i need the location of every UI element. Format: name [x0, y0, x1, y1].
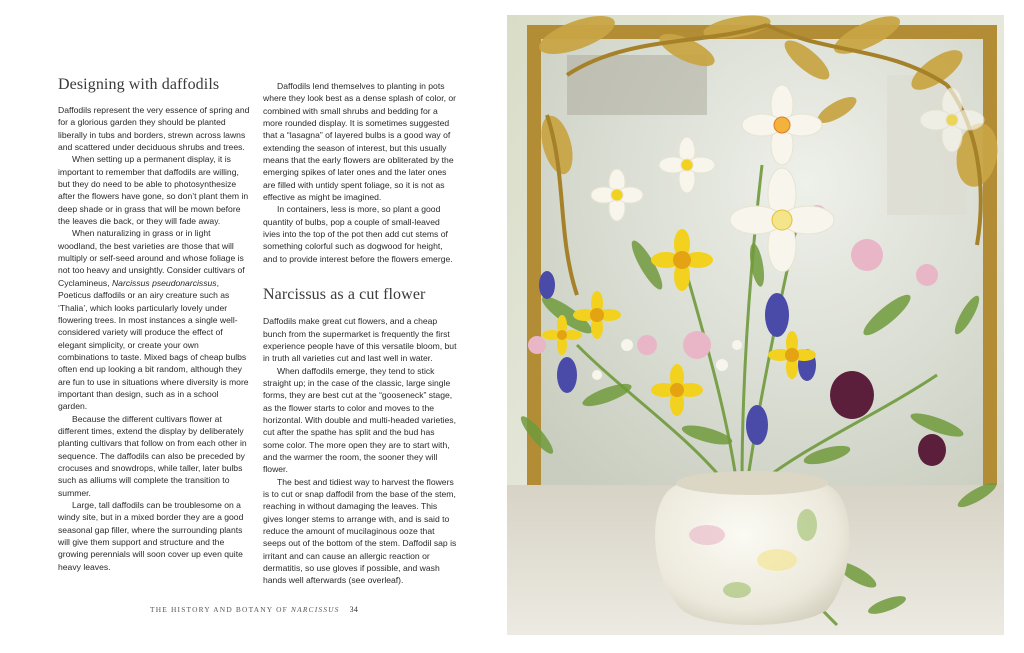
paragraph: The best and tidiest way to harvest the flowers is to cut or snap daffodil from the base of the stem, reaching in without damaging the leaves. This gives longer stems to arrange with, and is said to reduce the amount of mucilaginous ooze that seeps out of the bottom of the stem. Daffodil sap is irritant and can cause an allergic reaction or dermatitis, so use gloves if possible, and wash hands well afterwards (see overleaf).: [263, 476, 457, 586]
paragraph: In containers, less is more, so plant a good quantity of bulbs, pop a couple of small-leaved ivies into the top of the pot then add cut stems of something colorful such as dogwood for height, and to provide interest before the flowers emerge.: [263, 204, 453, 264]
paragraph: Daffodils make great cut flowers, and a cheap bunch from the supermarket is frequently the first experience people have of this versatile bloom, but in truth all varieties cut and last well in water.: [263, 316, 457, 364]
paragraph: Daffodils lend themselves to planting in pots where they look best as a dense splash of color, or combined with small shrubs and bedding for a more rounded display. It is sometimes suggested that a “lasagna” of layered bulbs is a good way of extending the season of interest, but this usually means that the early flowers are obliterated by the emerging spikes of later ones and the later ones are filled with untidy spent foliage, so it is not as effective as might be imagined.: [263, 81, 456, 203]
paragraph: Large, tall daffodils can be troublesome on a windy site, but in a mixed border they are a good seasonal gap filler, where the surrounding plants will give them support and structure and the growing perennials will soon cover up even quite heavy leaves.: [58, 500, 244, 572]
running-footer: [150, 605, 358, 614]
paragraph: [58, 227, 250, 412]
paragraph: Daffodils represent the very essence of spring and for a glorious garden they should be planted liberally in tubs and borders, strewn across lawns and scattered under deciduous shrubs and trees.: [58, 105, 250, 153]
section-heading-designing: Designing with daffodils: [58, 76, 220, 93]
photo-illustration: [507, 15, 1004, 635]
text-column-2: [263, 80, 457, 587]
paragraph-text: When naturalizing in grass or in light woodland, the best varieties are those that will multiply or self-seed around and whose foliage is not too heavy and unsightly. Consider cultivars of Cyclamineus,: [58, 228, 245, 288]
left-page: [0, 0, 500, 653]
section-heading-cut-flower: Narcissus as a cut flower: [263, 286, 426, 304]
text-column-1: [58, 76, 250, 573]
running-title: THE HISTORY AND BOTANY OF: [150, 605, 291, 614]
species-name-italic: Narcissus pseudonarcissus: [111, 277, 217, 288]
paragraph: When daffodils emerge, they tend to stick straight up; in the case of the classic, large single forms, they are best cut at the “gooseneck” stage, as the flower starts to color and moves to the horizontal. With double and multi-headed varieties, cut after the spathe has split and the bud has some color. The more open they are to start with, and the warmer the room, the sooner they will flower.: [263, 365, 456, 475]
running-title-italic: NARCISSUS: [291, 605, 340, 614]
paragraph-text: , Poeticus daffodils or an airy creature such as ‘Thalia’, which looks particularly lovely under flowering trees. In most instances a single well-considered variety will produce the effect of elegant simplicity, or create your own combinations to taste. Mixed bags of cheap bulbs often end up looking a bit random, although they are fun to use in situations where diversity is more important than design, such as in a school garden.: [58, 277, 249, 412]
paragraph: Because the different cultivars flower at different times, extend the display by deliberately planting cultivars that follow on from each other in sequence. The daffodils can also be preceded by crocuses and snowdrops, while taller, later bulbs such as alliums will complete the transition to summer.: [58, 413, 247, 498]
paragraph: When setting up a permanent display, it is important to remember that daffodils are willing, but they do need to be able to photosynthesize after the flowers have gone, so don’t plant them in deep shade or in grass that will be mown before the leaves die back, or they will fade away.: [58, 154, 249, 227]
page-number: 34: [349, 605, 359, 614]
daffodil-arrangement-photo: [507, 15, 1004, 635]
